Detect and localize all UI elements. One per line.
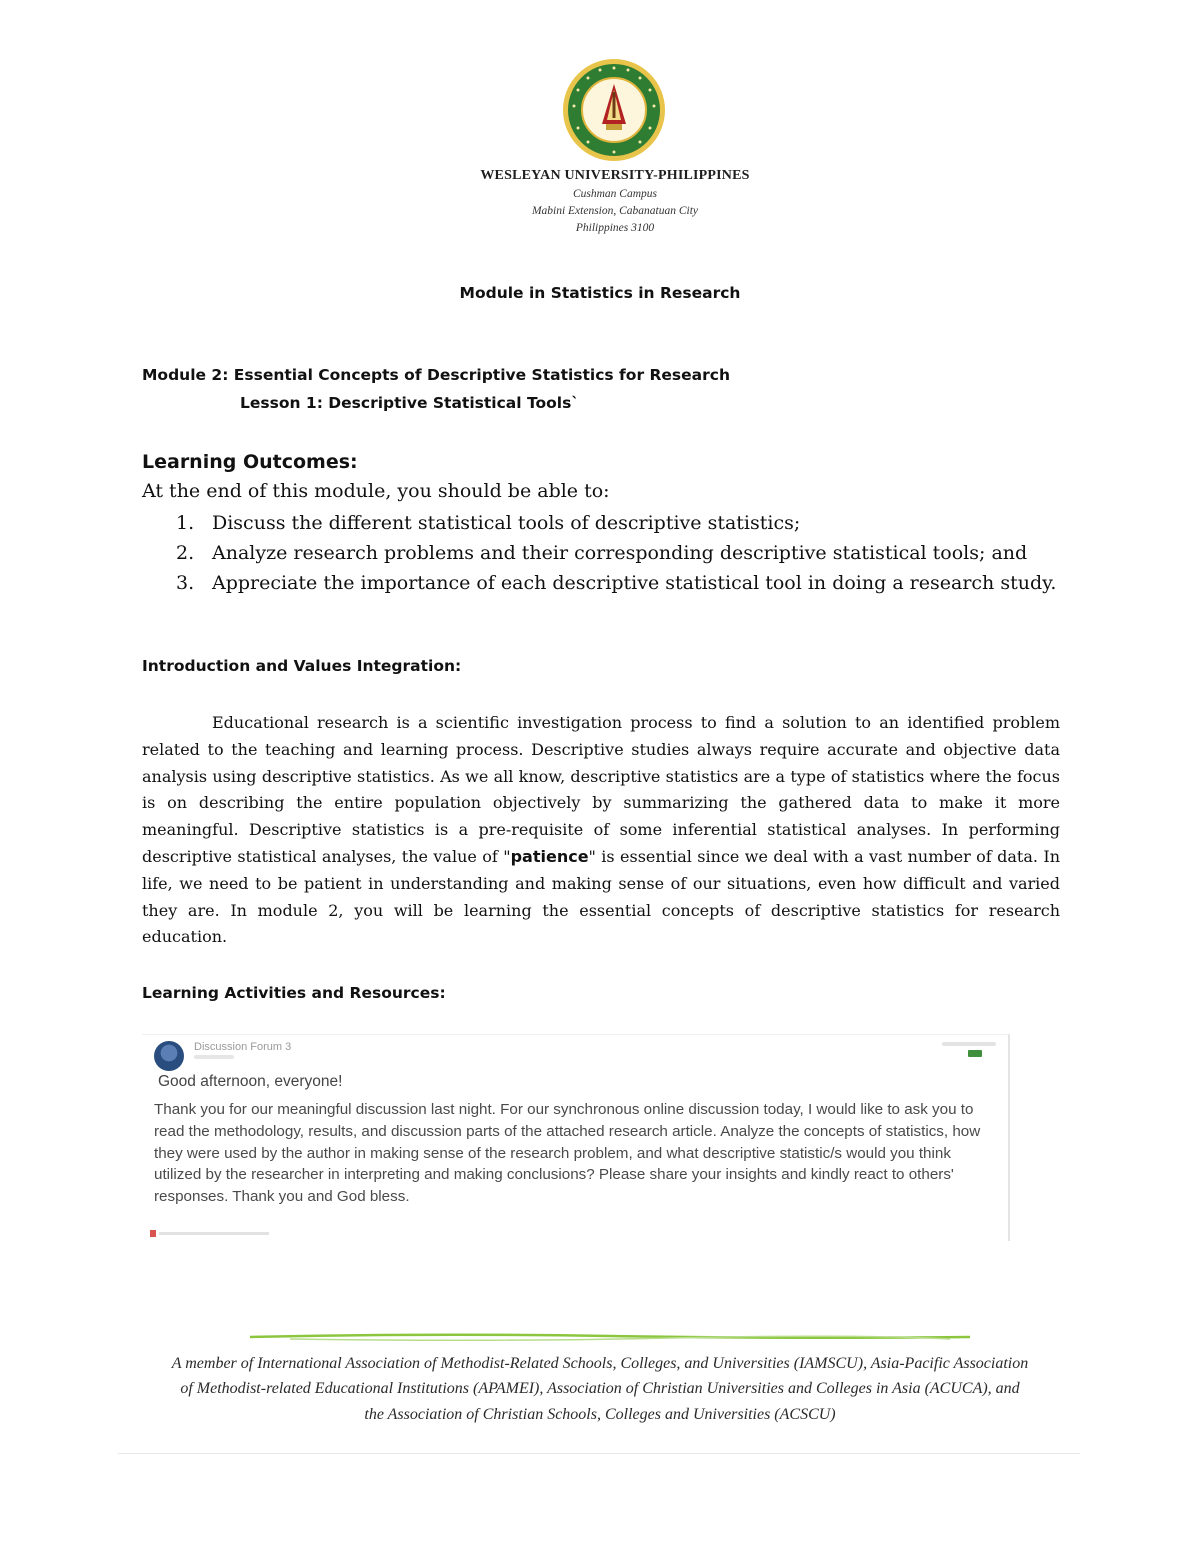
list-item-text: Appreciate the importance of each descriptive statistical tool in doing a research study.	[212, 572, 1057, 594]
intro-text-part2: " is essential since we deal with a vast number of data. In life, we need to be patient in understanding and making sense of our situations, even how difficult and varied they are. In module 2, you will be learning the essential concepts of descriptive statistics for research education.	[142, 846, 1061, 947]
footer-memberships: A member of International Association of Methodist-Related Schools, Colleges, and Universities (IAMSCU), Asia-Pacific Association of Methodist-related Educational Institutions (APAMEI), Association of Christian Universities and Colleges in Asia (ACUCA), and the Association of Christian Schools, Colleges and Universities (ACSCU)	[171, 1355, 1029, 1423]
campus-country: Philippines 3100	[575, 222, 655, 234]
module-title: Module in Statistics in Research	[459, 284, 741, 302]
list-item	[176, 538, 1092, 568]
footer-divider	[250, 1330, 970, 1344]
activities-heading: Learning Activities and Resources:	[142, 984, 446, 1002]
list-item-text: Discuss the different statistical tools of descriptive statistics;	[212, 512, 801, 534]
learning-outcomes-heading: Learning Outcomes:	[142, 451, 358, 473]
patience-emphasis: patience	[510, 846, 589, 866]
introduction-heading: Introduction and Values Integration:	[142, 657, 462, 675]
forum-date-placeholder	[942, 1042, 996, 1046]
lesson-heading: Lesson 1: Descriptive Statistical Tools`	[240, 394, 580, 412]
page-bottom-rule	[118, 1453, 1080, 1454]
avatar	[154, 1041, 184, 1071]
forum-greeting: Good afternoon, everyone!	[158, 1073, 343, 1090]
campus-name: Cushman Campus	[572, 188, 658, 200]
forum-body: Thank you for our meaningful discussion last night. For our synchronous online discussion today, I would like to ask you to read the methodology, results, and discussion parts of the attached research article. Analyze the concepts of statistics, how they were used by the author in making sense of the research problem, and what descriptive statistic/s would you think utilized by the researcher in interpreting and making conclusions? Please share your insights and kindly react to others' responses. Thank you and God bless.	[154, 1101, 981, 1206]
intro-text-part1: Educational research is a scientific investigation process to find a solution to an identified problem related to the teaching and learning process. Descriptive studies always require accurate and objective data analysis using descriptive statistics. As we all know, descriptive statistics are a type of statistics where the focus is on describing the entire population objectively by summarizing the gathered data to make it more meaningful. Descriptive statistics is a pre-requisite of some inferential statistical analyses. In performing descriptive statistical analyses, the value of "	[142, 713, 1060, 866]
list-item	[176, 508, 1092, 538]
learning-outcomes-list	[176, 508, 1092, 598]
list-item-number: 1.	[176, 512, 195, 534]
list-item-text: Analyze research problems and their corresponding descriptive statistical tools; and	[212, 542, 1028, 564]
module-heading: Module 2: Essential Concepts of Descriptive Statistics for Research	[142, 366, 730, 384]
learning-outcomes-intro: At the end of this module, you should be able to:	[142, 480, 610, 502]
list-item-number: 3.	[176, 572, 195, 594]
introduction-paragraph	[142, 710, 1060, 951]
forum-author-placeholder	[194, 1055, 234, 1059]
forum-post-screenshot	[142, 1034, 1010, 1241]
list-item-number: 2.	[176, 542, 195, 564]
list-item	[176, 568, 1092, 598]
forum-attachment	[150, 1230, 269, 1237]
campus-address: Mabini Extension, Cabanatuan City	[531, 205, 699, 217]
university-name: WESLEYAN UNIVERSITY-PHILIPPINES	[480, 168, 750, 183]
university-seal-logo	[562, 58, 666, 162]
pdf-icon	[150, 1230, 156, 1237]
forum-status-badge	[968, 1050, 982, 1057]
forum-title: Discussion Forum 3	[194, 1041, 292, 1053]
